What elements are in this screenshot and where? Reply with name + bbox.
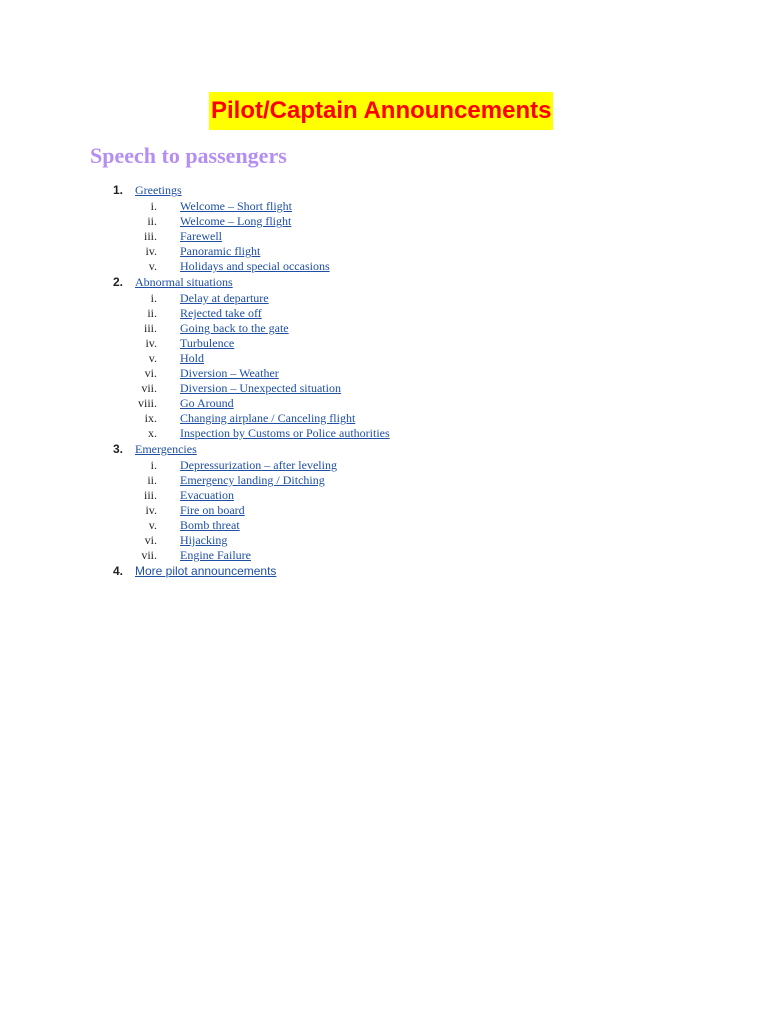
toc-link-bomb-threat[interactable]: Bomb threat xyxy=(180,518,240,532)
toc-link-hijacking[interactable]: Hijacking xyxy=(180,533,228,547)
toc-link-inspection[interactable]: Inspection by Customs or Police authorities xyxy=(180,426,390,440)
toc-section-abnormal-situations xyxy=(0,274,768,291)
toc-item xyxy=(0,518,768,533)
toc-item xyxy=(0,199,768,214)
toc-item xyxy=(0,259,768,274)
item-numeral: viii. xyxy=(137,396,157,410)
toc-item xyxy=(0,214,768,229)
toc-item xyxy=(0,244,768,259)
toc-item xyxy=(0,411,768,426)
item-numeral: ix. xyxy=(144,411,157,425)
toc-link-hold[interactable]: Hold xyxy=(180,351,204,365)
item-numeral: vi. xyxy=(144,533,157,547)
toc-link-engine-failure[interactable]: Engine Failure xyxy=(180,548,251,562)
item-numeral: vii. xyxy=(141,548,157,562)
toc-link-depressurization[interactable]: Depressurization – after leveling xyxy=(180,458,337,472)
item-numeral: v. xyxy=(148,518,157,532)
item-numeral: iii. xyxy=(143,229,157,243)
toc-section-more-announcements xyxy=(0,563,768,580)
toc-link-going-back-to-gate[interactable]: Going back to the gate xyxy=(180,321,289,335)
item-numeral: vii. xyxy=(141,381,157,395)
toc-link-diversion-weather[interactable]: Diversion – Weather xyxy=(180,366,279,380)
toc-item xyxy=(0,306,768,321)
item-numeral: iv. xyxy=(145,244,157,258)
toc-link-diversion-unexpected[interactable]: Diversion – Unexpected situation xyxy=(180,381,341,395)
toc-section-emergencies xyxy=(0,441,768,458)
item-numeral: vi. xyxy=(144,366,157,380)
toc-link-welcome-short-flight[interactable]: Welcome – Short flight xyxy=(180,199,293,213)
section-number: 2. xyxy=(112,275,123,289)
toc-item xyxy=(0,229,768,244)
item-numeral: iii. xyxy=(143,321,157,335)
toc-link-emergencies[interactable]: Emergencies xyxy=(135,442,197,456)
item-numeral: iv. xyxy=(145,503,157,517)
toc-item xyxy=(0,473,768,488)
toc-item xyxy=(0,321,768,336)
section-number: 3. xyxy=(112,442,123,456)
item-numeral: iii. xyxy=(143,488,157,502)
toc-link-delay-at-departure[interactable]: Delay at departure xyxy=(180,291,269,305)
toc-link-fire-on-board[interactable]: Fire on board xyxy=(180,503,245,517)
toc-item xyxy=(0,291,768,306)
toc-link-greetings[interactable]: Greetings xyxy=(135,183,182,197)
toc-item xyxy=(0,351,768,366)
item-numeral: ii. xyxy=(147,473,157,487)
toc-link-holidays[interactable]: Holidays and special occasions xyxy=(180,259,330,273)
toc-item xyxy=(0,548,768,563)
toc-item xyxy=(0,366,768,381)
toc-item xyxy=(0,381,768,396)
item-numeral: iv. xyxy=(145,336,157,350)
toc-link-abnormal-situations[interactable]: Abnormal situations xyxy=(135,275,233,289)
toc-link-more-pilot-announcements[interactable]: More pilot announcements xyxy=(135,564,277,578)
toc-item xyxy=(0,488,768,503)
toc-link-turbulence[interactable]: Turbulence xyxy=(180,336,235,350)
item-numeral: ii. xyxy=(147,214,157,228)
item-numeral: i. xyxy=(150,199,157,213)
toc-link-farewell[interactable]: Farewell xyxy=(180,229,222,243)
toc-item xyxy=(0,336,768,351)
section-number: 1. xyxy=(112,183,123,197)
toc-link-evacuation[interactable]: Evacuation xyxy=(180,488,234,502)
toc-link-welcome-long-flight[interactable]: Welcome – Long flight xyxy=(180,214,292,228)
toc-item xyxy=(0,458,768,473)
toc-item xyxy=(0,533,768,548)
table-of-contents xyxy=(0,182,768,580)
item-numeral: i. xyxy=(150,458,157,472)
toc-link-emergency-landing[interactable]: Emergency landing / Ditching xyxy=(180,473,325,487)
item-numeral: x. xyxy=(148,426,157,440)
item-numeral: i. xyxy=(150,291,157,305)
section-number: 4. xyxy=(112,564,123,578)
toc-item xyxy=(0,396,768,411)
toc-link-rejected-take-off[interactable]: Rejected take off xyxy=(180,306,262,320)
item-numeral: v. xyxy=(148,259,157,273)
toc-link-panoramic-flight[interactable]: Panoramic flight xyxy=(180,244,261,258)
section-heading: Speech to passengers xyxy=(90,143,287,168)
toc-link-changing-airplane[interactable]: Changing airplane / Canceling flight xyxy=(180,411,356,425)
toc-item xyxy=(0,426,768,441)
toc-item xyxy=(0,503,768,518)
item-numeral: ii. xyxy=(147,306,157,320)
item-numeral: v. xyxy=(148,351,157,365)
page-title: Pilot/Captain Announcements xyxy=(209,92,553,130)
toc-link-go-around[interactable]: Go Around xyxy=(180,396,234,410)
toc-section-greetings xyxy=(0,182,768,199)
